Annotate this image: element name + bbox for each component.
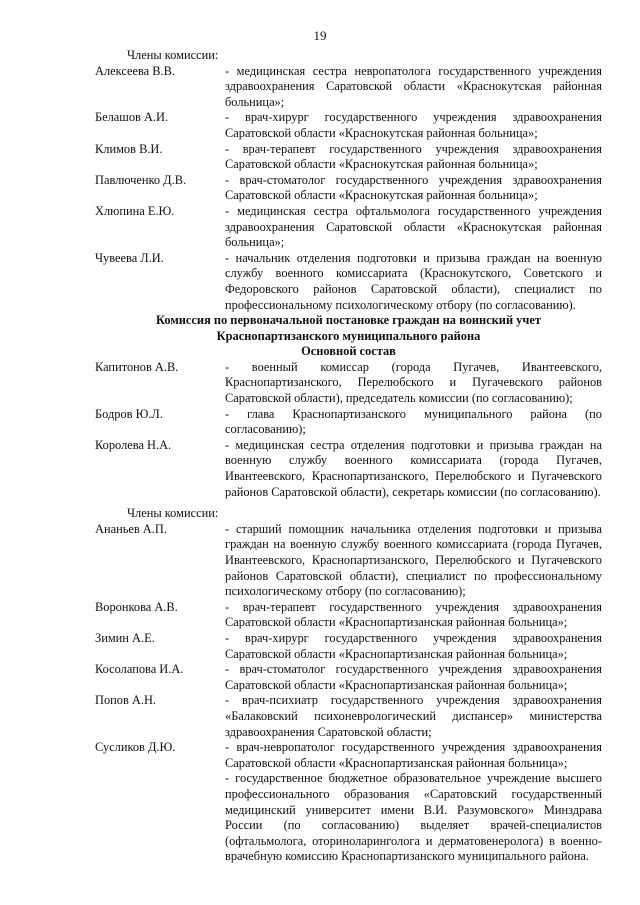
- member-name: Косолапова И.А.: [95, 662, 184, 677]
- member-row: [95, 142, 602, 173]
- member-role: - глава Краснопартизанского муниципального района (по согласованию);: [225, 406, 602, 437]
- member-role: - медицинская сестра офтальмолога государственного учреждения здравоохранения Саратовской области «Краснокутская районная больница»;: [225, 203, 602, 250]
- member-role: - медицинская сестра отделения подготовки и призыва граждан на военную службу военного комиссариата (города Пугачев, Ивантеевского, Краснопартизанского, Перелюбского и Пугачевского районов Саратовской области), секретарь комиссии (по согласованию).: [225, 437, 602, 499]
- member-name: Зимин А.Е.: [95, 630, 155, 645]
- member-row: [95, 662, 602, 693]
- page-number: 19: [313, 28, 327, 43]
- member-row: [95, 407, 602, 438]
- member-name: Ананьев А.П.: [95, 521, 167, 536]
- member-role: - начальник отделения подготовки и призыва граждан на военную службу военного комиссариата (Краснокутского, Советского и Федоровского районов Саратовской области), специалист по профессиональному психологическому отбору (по согласованию).: [225, 250, 602, 312]
- member-role: - медицинская сестра невропатолога государственного учреждения здравоохранения Саратовской области «Краснокутская районная больница»;: [225, 63, 602, 109]
- member-row: [95, 438, 602, 500]
- member-role: - врач-стоматолог государственного учреждения здравоохранения Саратовской области «Краснопартизанская районная больница»;: [225, 662, 602, 692]
- member-role: - военный комиссар (города Пугачев, Ивантеевского, Краснопартизанского, Перелюбского и Пугачевского районов Саратовской области), председатель комиссии (по согласованию);: [225, 359, 602, 406]
- member-row: [95, 771, 602, 865]
- member-role: - врач-стоматолог государственного учреждения здравоохранения Саратовской области «Краснокутская районная больница»;: [225, 172, 602, 203]
- member-row: [95, 173, 602, 204]
- krasnokutsk-members-list: [95, 64, 602, 314]
- member-name: Королева Н.А.: [95, 437, 172, 452]
- member-row: [95, 693, 602, 740]
- member-role: - государственное бюджетное образовательное учреждение высшего профессионального образования «Саратовский государственный медицинский университет имени В.И. Разумовского» Минздрава России (по согласованию) выделяет врачей-специалистов (офтальмолога, оториноларинголога и дерматовенеролога) в военно-врачебную комиссию Краснопартизанского муниципального района.: [225, 771, 602, 864]
- member-name: Хлюпина Е.Ю.: [95, 203, 175, 218]
- document-body: [95, 48, 602, 865]
- member-row: [95, 110, 602, 141]
- members-label: Члены комиссии:: [127, 48, 219, 62]
- commission-heading-line2: Краснопартизанского муниципального района: [216, 328, 481, 343]
- member-name: Попов А.Н.: [95, 693, 157, 708]
- member-row: [95, 204, 602, 251]
- krasnopartizansk-members-list: [95, 522, 602, 865]
- member-role: - врач-невропатолог государственного учреждения здравоохранения Саратовской области «Краснопартизанская районная больница»;: [225, 740, 602, 770]
- member-name: Сусликов Д.Ю.: [95, 740, 176, 755]
- member-role: - врач-психиатр государственного учреждения здравоохранения «Балаковский психоневрологический диспансер» министерства здравоохранения Саратовской области;: [225, 693, 602, 739]
- member-name: Белашов А.И.: [95, 110, 169, 125]
- member-name: Капитонов А.В.: [95, 359, 179, 374]
- member-name: Воронкова А.В.: [95, 599, 178, 614]
- main-composition-subheading: Основной состав: [301, 344, 396, 359]
- member-name: Чувеева Л.И.: [95, 250, 164, 265]
- member-row: [95, 600, 602, 631]
- member-row: [95, 64, 602, 111]
- member-role: - врач-терапевт государственного учреждения здравоохранения Саратовской области «Краснопартизанская районная больница»;: [225, 599, 602, 630]
- member-role: - старший помощник начальника отделения подготовки и призыва граждан на военную службу военного комиссариата (города Пугачев, Ивантеевского, Краснопартизанского, Перелюбского и Пугачевского районов Саратовской области), специалист по профессиональному психологическому отбору (по согласованию);: [225, 521, 602, 599]
- member-name: Павлюченко Д.В.: [95, 172, 187, 187]
- member-name: Алексеева В.В.: [95, 63, 176, 78]
- member-name: Бодров Ю.Л.: [95, 406, 163, 421]
- member-row: [95, 740, 602, 771]
- member-name: [95, 771, 225, 865]
- members-label: Члены комиссии:: [127, 506, 219, 521]
- member-name: Климов В.И.: [95, 141, 163, 156]
- member-role: - врач-терапевт государственного учреждения здравоохранения Саратовской области «Краснокутская районная больница»;: [225, 141, 602, 172]
- member-role: - врач-хирург государственного учреждения здравоохранения Саратовской области «Краснопартизанская районная больница»;: [225, 630, 602, 661]
- member-role: - врач-хирург государственного учреждения здравоохранения Саратовской области «Краснокутская районная больница»;: [225, 110, 602, 140]
- member-row: [95, 251, 602, 313]
- member-row: [95, 522, 602, 600]
- main-composition-list: [95, 360, 602, 500]
- member-row: [95, 360, 602, 407]
- commission-heading-line1: Комиссия по первоначальной постановке граждан на воинский учет: [156, 313, 541, 328]
- member-row: [95, 631, 602, 662]
